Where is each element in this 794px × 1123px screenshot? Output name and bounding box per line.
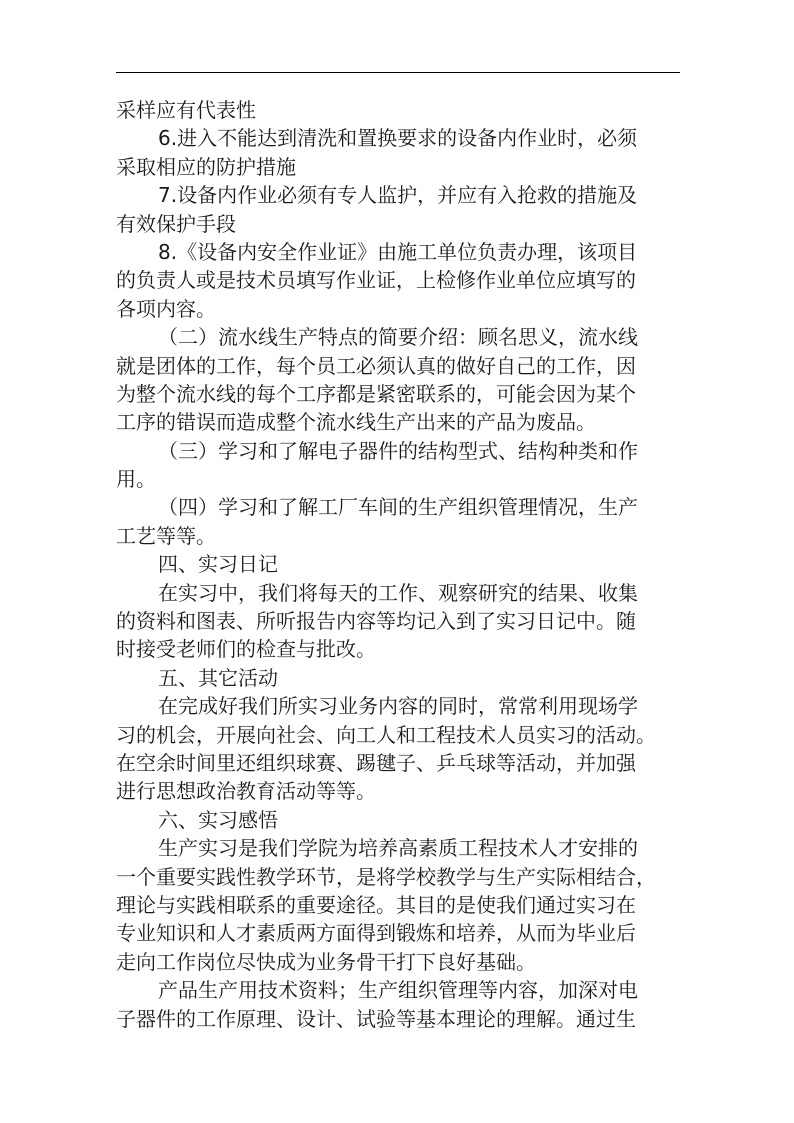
text-line: 8.《设备内安全作业证》由施工单位负责办理，该项目 — [158, 239, 638, 264]
text-line: 在空余时间里还组织球赛、踢毽子、乒乓球等活动，并加强 — [116, 750, 636, 775]
text-line: 时接受老师们的检查与批改。 — [116, 637, 376, 662]
text-line: 专业知识和人才素质两方面得到锻炼和培养，从而为毕业后 — [116, 921, 636, 946]
text-line: 采样应有代表性 — [116, 98, 256, 122]
text-line: 习的机会，开展向社会、向工人和工程技术人员实习的活动。 — [116, 722, 656, 747]
text-line: 子器件的工作原理、设计、试验等基本理论的理解。通过生 — [116, 1006, 636, 1031]
text-line: 7.设备内作业必须有专人监护，并应有入抢救的措施及 — [158, 183, 638, 208]
text-line: 在实习中，我们将每天的工作、观察研究的结果、收集 — [158, 580, 638, 605]
text-line: 四、实习日记 — [158, 552, 278, 577]
text-line: 的负责人或是技术员填写作业证，上检修作业单位应填写的 — [116, 268, 636, 293]
text-line: 为整个流水线的每个工序都是紧密联系的，可能会因为某个 — [116, 381, 636, 406]
text-line: 走向工作岗位尽快成为业务骨干打下良好基础。 — [116, 949, 536, 974]
text-line: 工序的错误而造成整个流水线生产出来的产品为废品。 — [116, 410, 596, 435]
document-body — [116, 96, 680, 1033]
text-line: 生产实习是我们学院为培养高素质工程技术人才安排的 — [158, 836, 638, 861]
text-line: 在完成好我们所实习业务内容的同时，常常利用现场学 — [158, 694, 638, 719]
text-line: 就是团体的工作，每个员工必须认真的做好自己的工作，因 — [116, 353, 636, 378]
text-line: （二）流水线生产特点的简要介绍：顾名思义，流水线 — [158, 325, 638, 350]
text-line: 有效保护手段 — [116, 211, 236, 236]
text-line: 采取相应的防护措施 — [116, 154, 296, 179]
text-line: 理论与实践相联系的重要途径。其目的是使我们通过实习在 — [116, 892, 636, 917]
text-line: 6.进入不能达到清洗和置换要求的设备内作业时，必须 — [158, 126, 638, 151]
text-line: 各项内容。 — [116, 296, 216, 321]
text-line: 五、其它活动 — [158, 665, 278, 690]
text-line: 的资料和图表、所听报告内容等均记入到了实习日记中。随 — [116, 609, 636, 634]
text-line: 一个重要实践性教学环节，是将学校教学与生产实际相结合， — [116, 864, 656, 889]
text-line: （三）学习和了解电子器件的结构型式、结构种类和作 — [158, 438, 638, 463]
text-line: 产品生产用技术资料；生产组织管理等内容，加深对电 — [158, 978, 638, 1003]
text-line: （四）学习和了解工厂车间的生产组织管理情况，生产 — [158, 495, 638, 520]
header-rule — [116, 72, 680, 73]
text-line: 用。 — [116, 467, 156, 492]
text-line: 进行思想政治教育活动等等。 — [116, 779, 376, 804]
text-line: 六、实习感悟 — [158, 807, 278, 832]
text-line: 工艺等等。 — [116, 523, 216, 548]
